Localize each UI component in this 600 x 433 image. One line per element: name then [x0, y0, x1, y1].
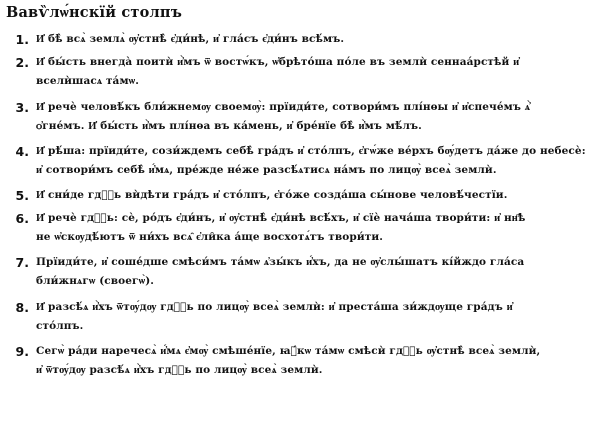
- verse: [6, 53, 594, 98]
- verse-line: и҆ сотвори́мъ себѣ̀ и҆́мѧ, пре́жде не́же разсѣ́ѧтисѧ на́мъ по лицѹ̀ всеѧ̀ землѝ.: [36, 164, 497, 176]
- verse-list: [6, 30, 594, 386]
- verse: [6, 98, 594, 142]
- verse-line: сто́лпъ.: [36, 320, 84, 332]
- verse-number: 8.: [15, 300, 29, 315]
- verse-number: 3.: [15, 100, 29, 115]
- verse-line: и҆ ѿтѹ́дѹ разсѣ́ѧ и҆̀хъ гдⷭ҇ь по лицѹ̀ всеѧ̀ землѝ.: [36, 364, 323, 376]
- verse-text: [36, 298, 594, 336]
- verse-line: И҆ сни́де гдⷭ҇ь вѝдѣти гра́дъ и҆ сто́лпъ, є҆го́же созда́ша сы́нове человѣ́честїи.: [36, 189, 508, 201]
- verse-text: [36, 30, 594, 49]
- verse: [6, 298, 594, 342]
- verse-line: бли́жнѧгѡ (своегѡ̀).: [36, 275, 155, 287]
- verse-number: 6.: [15, 211, 29, 226]
- verse-text: [36, 142, 594, 180]
- verse-text: [36, 209, 594, 247]
- verse-line: И҆ разсѣ́ѧ и҆̀хъ ѿтѹ́дѹ гдⷭ҇ь по лицѹ̀ всеѧ̀ землѝ: и҆ преста́ша зи́ждѹще гра́дъ и҆: [36, 301, 513, 313]
- verse-text: [36, 98, 594, 136]
- verse-line: ѻ҆гне́мъ. И҆ бы́сть и҆̀мъ плі́нѳа въ ка́мень, и҆ бре́нїе бѣ̀ и҆̀мъ мѣ́лъ.: [36, 120, 422, 132]
- verse-number: 5.: [15, 188, 29, 203]
- verse-text: [36, 186, 594, 205]
- verse-line: Сегѡ̀ ра́ди наречесѧ̀ и҆́мѧ є҆мѹ̀ смѣше́нїе, ꙗ҆́кѡ та́мѡ смѣсѝ гдⷭ҇ь ѹ҆стнѣ̀ всеѧ̀ землѝ,: [36, 345, 541, 357]
- verse: [6, 186, 594, 209]
- verse-line: И҆ рѣ́ша: прїиди́те, сози́ждемъ себѣ̀ гра́дъ и҆ сто́лпъ, є҆гѡ́же ве́рхъ бѹ́детъ да́же до небесѐ:: [36, 145, 586, 157]
- verse: [6, 30, 594, 53]
- verse-line: Прїиди́те, и҆ соше́дше смѣси́мъ та́мѡ ѧ҆зы́къ и҆́хъ, да не ѹ҆слы́шатъ кі́йждо гла́са: [36, 256, 525, 268]
- page-title: Вавѷлѡ́нскїй столпъ: [6, 4, 183, 21]
- verse-line: И҆ бы́сть внегда̀ поитѝ и҆̀мъ ѿ востѡ́къ, ѡ҆брѣто́ша по́ле въ землѝ сеннаа́рстѣй и҆: [36, 56, 520, 68]
- verse: [6, 142, 594, 186]
- verse-line: И҆ бѣ̀ всѧ̀ землѧ̀ ѹ҆стнѣ̀ є҆ди́нѣ, и҆ гла́съ є҆ди́нъ всѣ́мъ.: [36, 33, 345, 45]
- verse-line: не ѡ҆скѹдѣ́ютъ ѿ ни́хъ всѧ̑ є҆ли̑ка а́ще восхотѧ́тъ твори́ти.: [36, 231, 383, 243]
- verse-text: [36, 53, 594, 91]
- verse-number: 7.: [15, 255, 29, 270]
- verse-number: 9.: [15, 344, 29, 359]
- verse: [6, 342, 594, 386]
- verse-number: 2.: [15, 55, 29, 70]
- verse: [6, 253, 594, 298]
- verse-number: 4.: [15, 144, 29, 159]
- verse: [6, 209, 594, 253]
- verse-line: вселѝшасѧ та́мѡ.: [36, 75, 140, 87]
- verse-line: И҆ речѐ гдⷭ҇ь: сѐ, ро́дъ є҆ди́нъ, и҆ ѹ҆стнѣ̀ є҆ди́нѣ всѣ́хъ, и҆ сїѐ нача́ша твори́ти: и҆ нн҃ѣ: [36, 212, 526, 224]
- verse-text: [36, 342, 594, 380]
- verse-text: [36, 253, 594, 291]
- verse-line: И҆ речѐ человѣ́къ бли́жнемѹ своемѹ̀: прїиди́те, сотвори́мъ плі́нѳы и҆ и҆спече́мъ ѧ҆̀: [36, 101, 531, 113]
- verse-number: 1.: [15, 32, 29, 47]
